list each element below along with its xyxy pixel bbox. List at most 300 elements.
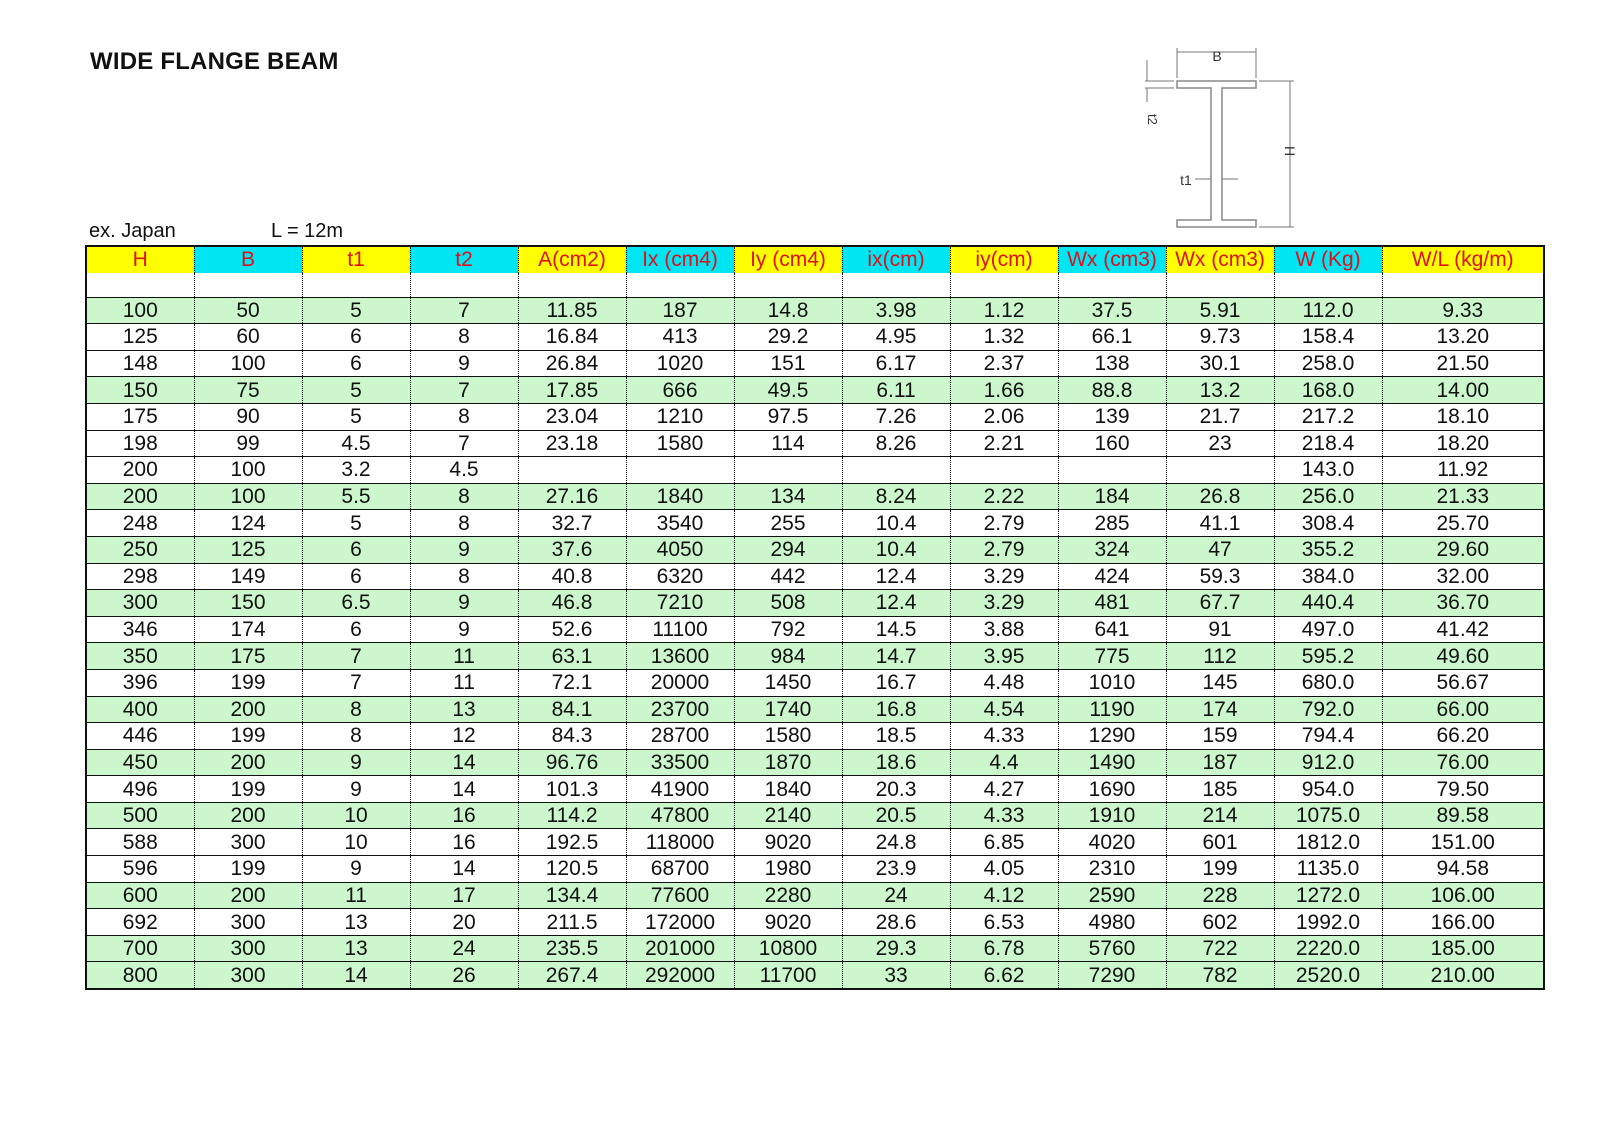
- table-cell: 187: [1166, 749, 1274, 776]
- table-cell: 41.1: [1166, 510, 1274, 537]
- table-cell: 6320: [626, 563, 734, 590]
- table-cell: 150: [194, 590, 302, 617]
- table-cell: 24: [842, 882, 950, 909]
- table-cell: 174: [194, 616, 302, 643]
- table-cell: 497.0: [1274, 616, 1382, 643]
- empty-cell: [1058, 273, 1166, 298]
- table-cell: 8: [410, 324, 518, 351]
- table-cell: 47: [1166, 536, 1274, 563]
- table-cell: 32.7: [518, 510, 626, 537]
- table-row: [86, 935, 1544, 962]
- table-row: [86, 643, 1544, 670]
- table-cell: 6.62: [950, 962, 1058, 989]
- table-cell: 5760: [1058, 935, 1166, 962]
- table-cell: 192.5: [518, 829, 626, 856]
- table-cell: 4.33: [950, 802, 1058, 829]
- table-cell: 228: [1166, 882, 1274, 909]
- table-cell: 641: [1058, 616, 1166, 643]
- table-cell: [1058, 457, 1166, 484]
- table-cell: 91: [1166, 616, 1274, 643]
- table-cell: 200: [194, 802, 302, 829]
- table-cell: 14.00: [1382, 377, 1544, 404]
- table-cell: 11100: [626, 616, 734, 643]
- table-cell: 187: [626, 297, 734, 324]
- table-cell: 6.11: [842, 377, 950, 404]
- empty-cell: [302, 273, 410, 298]
- table-cell: 13600: [626, 643, 734, 670]
- table-cell: 158.4: [1274, 324, 1382, 351]
- table-cell: 1980: [734, 856, 842, 883]
- table-cell: 1490: [1058, 749, 1166, 776]
- table-cell: 112.0: [1274, 297, 1382, 324]
- table-cell: 29.3: [842, 935, 950, 962]
- table-cell: 235.5: [518, 935, 626, 962]
- table-cell: [842, 457, 950, 484]
- column-header: Ix (cm4): [626, 246, 734, 273]
- table-cell: 168.0: [1274, 377, 1382, 404]
- table-cell: 11.92: [1437, 458, 1489, 482]
- table-cell: 16.7: [842, 669, 950, 696]
- table-cell: 1910: [1058, 802, 1166, 829]
- table-cell: 11.85: [518, 297, 626, 324]
- table-cell: 13: [302, 935, 410, 962]
- table-cell: 14.5: [842, 616, 950, 643]
- table-cell: 1580: [626, 430, 734, 457]
- table-cell: 211.5: [518, 909, 626, 936]
- table-cell: 346: [86, 616, 194, 643]
- table-cell: 5: [302, 510, 410, 537]
- table-cell: 23.9: [842, 856, 950, 883]
- table-cell: 210.00: [1382, 962, 1544, 989]
- table-cell: 118000: [626, 829, 734, 856]
- table-cell: 2280: [734, 882, 842, 909]
- table-cell: 139: [1058, 403, 1166, 430]
- table-cell: 285: [1058, 510, 1166, 537]
- table-cell: 16: [410, 802, 518, 829]
- table-cell: 1075.0: [1274, 802, 1382, 829]
- table-cell: 79.50: [1436, 777, 1490, 801]
- table-cell: 1580: [734, 723, 842, 750]
- table-cell: 16.84: [518, 324, 626, 351]
- table-cell: 2.37: [950, 350, 1058, 377]
- table-cell: 1.66: [950, 377, 1058, 404]
- table-row: [86, 403, 1544, 430]
- table-cell: 4.12: [950, 882, 1058, 909]
- table-cell: 100: [86, 297, 194, 324]
- table-cell: 6.53: [950, 909, 1058, 936]
- table-cell: 28700: [626, 723, 734, 750]
- table-cell: 143.0: [1274, 457, 1382, 484]
- table-cell: 500: [86, 802, 194, 829]
- table-cell: 722: [1166, 935, 1274, 962]
- table-cell: 2590: [1058, 882, 1166, 909]
- table-cell: 21.33: [1382, 483, 1544, 510]
- table-cell: 782: [1166, 962, 1274, 989]
- beam-data-table: [85, 245, 1545, 990]
- table-cell: 8: [410, 483, 518, 510]
- table-cell: 256.0: [1274, 483, 1382, 510]
- table-cell: 384.0: [1274, 563, 1382, 590]
- table-cell: 4.95: [842, 324, 950, 351]
- table-cell: 184: [1058, 483, 1166, 510]
- table-cell: 8: [302, 696, 410, 723]
- table-cell: 47800: [626, 802, 734, 829]
- table-row: [86, 749, 1544, 776]
- table-cell: 124: [194, 510, 302, 537]
- empty-cell: [86, 273, 194, 298]
- table-cell: 36.70: [1382, 590, 1544, 617]
- i-beam-outline: [1177, 81, 1256, 227]
- table-cell: 14: [302, 962, 410, 989]
- table-cell: 9: [302, 856, 410, 883]
- table-cell: 300: [194, 962, 302, 989]
- table-cell: 41.42: [1436, 618, 1490, 642]
- table-cell: 954.0: [1274, 776, 1382, 803]
- table-cell: 199: [194, 856, 302, 883]
- table-cell: 114.2: [518, 802, 626, 829]
- table-row: [86, 430, 1544, 457]
- table-cell: 9.33: [1382, 297, 1544, 324]
- table-cell: 21.7: [1166, 403, 1274, 430]
- table-cell: 6.5: [302, 590, 410, 617]
- table-cell: 7: [410, 430, 518, 457]
- table-cell: 175: [86, 403, 194, 430]
- table-cell: 294: [734, 536, 842, 563]
- table-cell: 150: [86, 377, 194, 404]
- table-cell: 174: [1166, 696, 1274, 723]
- table-row: [86, 962, 1544, 989]
- table-cell: 26.8: [1166, 483, 1274, 510]
- table-cell: [1166, 457, 1274, 484]
- table-row: [86, 350, 1544, 377]
- table-cell: 56.67: [1436, 671, 1490, 695]
- table-cell: 1840: [626, 483, 734, 510]
- table-cell: 666: [626, 377, 734, 404]
- table-cell: 6: [302, 350, 410, 377]
- table-cell: 6: [302, 616, 410, 643]
- table-cell: 20.3: [842, 776, 950, 803]
- table-cell: 6.85: [950, 829, 1058, 856]
- table-cell: 25.70: [1436, 511, 1490, 535]
- table-cell: 7: [410, 377, 518, 404]
- table-cell: 101.3: [518, 776, 626, 803]
- table-cell: 11: [410, 643, 518, 670]
- table-cell: 450: [86, 749, 194, 776]
- table-cell: 601: [1166, 829, 1274, 856]
- table-cell: 99: [194, 430, 302, 457]
- table-cell: [518, 457, 626, 484]
- diagram-label-t1: t1: [1180, 172, 1192, 188]
- table-cell: 2220.0: [1274, 935, 1382, 962]
- table-cell: 9: [302, 776, 410, 803]
- table-cell: 588: [86, 829, 194, 856]
- table-cell: 120.5: [518, 856, 626, 883]
- table-cell: 4.27: [950, 776, 1058, 803]
- empty-cell: [518, 273, 626, 298]
- table-cell: 17.85: [518, 377, 626, 404]
- table-cell: 1272.0: [1274, 882, 1382, 909]
- table-cell: 7.26: [842, 403, 950, 430]
- table-cell: 37.5: [1058, 297, 1166, 324]
- table-cell: [950, 457, 1058, 484]
- table-cell: 46.8: [518, 590, 626, 617]
- table-cell: 1010: [1058, 669, 1166, 696]
- table-cell: 7: [302, 669, 410, 696]
- table-cell: 3.88: [950, 616, 1058, 643]
- page-title: WIDE FLANGE BEAM: [90, 48, 339, 75]
- table-cell: 151: [734, 350, 842, 377]
- table-cell: 23: [1166, 430, 1274, 457]
- table-cell: 8: [410, 563, 518, 590]
- table-cell: 3.98: [842, 297, 950, 324]
- table-cell: 4.5: [410, 457, 518, 484]
- table-cell: 13: [302, 909, 410, 936]
- column-header: t2: [410, 246, 518, 273]
- table-cell: 14: [410, 749, 518, 776]
- table-cell: 185: [1166, 776, 1274, 803]
- table-cell: 250: [86, 536, 194, 563]
- table-cell: 324: [1058, 536, 1166, 563]
- table-cell: 300: [86, 590, 194, 617]
- table-cell: 7: [302, 643, 410, 670]
- table-cell: 52.6: [518, 616, 626, 643]
- table-cell: 1210: [626, 403, 734, 430]
- diagram-label-t2: t2: [1145, 114, 1160, 125]
- table-cell: 1450: [734, 669, 842, 696]
- column-header: Iy (cm4): [734, 246, 842, 273]
- table-cell: 10: [302, 829, 410, 856]
- table-cell: 24: [410, 935, 518, 962]
- table-cell: 148: [86, 350, 194, 377]
- table-row: [86, 590, 1544, 617]
- table-cell: 125: [86, 324, 194, 351]
- table-row: [86, 563, 1544, 590]
- table-cell: 442: [734, 563, 842, 590]
- empty-cell: [950, 273, 1058, 298]
- table-cell: 21.50: [1436, 352, 1490, 376]
- length-label: L = 12m: [271, 220, 344, 242]
- table-cell: 14: [410, 776, 518, 803]
- table-cell: 29.60: [1382, 536, 1544, 563]
- table-cell: 14.8: [734, 297, 842, 324]
- table-cell: 2310: [1058, 856, 1166, 883]
- table-cell: 18.5: [842, 723, 950, 750]
- table-cell: 23.18: [518, 430, 626, 457]
- table-cell: [734, 457, 842, 484]
- table-cell: 67.7: [1166, 590, 1274, 617]
- table-cell: 12: [410, 723, 518, 750]
- table-cell: 7290: [1058, 962, 1166, 989]
- table-cell: 24.8: [842, 829, 950, 856]
- table-cell: 40.8: [518, 563, 626, 590]
- table-cell: 23.04: [518, 403, 626, 430]
- column-header: Wx (cm3): [1166, 246, 1274, 273]
- table-cell: 134: [734, 483, 842, 510]
- table-cell: 97.5: [734, 403, 842, 430]
- table-cell: 396: [86, 669, 194, 696]
- table-cell: 10.4: [842, 510, 950, 537]
- table-cell: 4.48: [950, 669, 1058, 696]
- table-cell: 96.76: [518, 749, 626, 776]
- table-cell: 8: [410, 510, 518, 537]
- table-cell: 26.84: [518, 350, 626, 377]
- table-cell: 1840: [734, 776, 842, 803]
- table-cell: 66.1: [1058, 324, 1166, 351]
- table-cell: 8.26: [842, 430, 950, 457]
- table-cell: 14: [410, 856, 518, 883]
- table-cell: 912.0: [1274, 749, 1382, 776]
- table-cell: 1190: [1058, 696, 1166, 723]
- table-cell: 32.00: [1436, 564, 1490, 588]
- table-cell: 166.00: [1430, 910, 1495, 934]
- table-cell: 114: [734, 430, 842, 457]
- table-cell: 18.10: [1436, 405, 1490, 429]
- beam-section-diagram: [1145, 42, 1330, 237]
- table-cell: 17: [410, 882, 518, 909]
- table-cell: 6: [302, 324, 410, 351]
- table-row: [86, 829, 1544, 856]
- table-cell: 60: [194, 324, 302, 351]
- table-row: [86, 377, 1544, 404]
- table-row: [86, 483, 1544, 510]
- table-cell: 9: [410, 536, 518, 563]
- table-cell: 11: [410, 669, 518, 696]
- table-cell: 8: [410, 403, 518, 430]
- table-cell: 3.29: [950, 563, 1058, 590]
- table-cell: 185.00: [1382, 935, 1544, 962]
- table-cell: 4.4: [950, 749, 1058, 776]
- table-cell: 198: [86, 430, 194, 457]
- table-cell: 792.0: [1274, 696, 1382, 723]
- table-cell: 3.95: [950, 643, 1058, 670]
- table-cell: 794.4: [1274, 723, 1382, 750]
- table-cell: 1.32: [950, 324, 1058, 351]
- table-cell: 66.00: [1382, 696, 1544, 723]
- table-cell: 300: [194, 935, 302, 962]
- table-cell: 30.1: [1166, 350, 1274, 377]
- table-cell: 5.91: [1166, 297, 1274, 324]
- table-cell: 440.4: [1274, 590, 1382, 617]
- diagram-label-b: B: [1212, 48, 1222, 64]
- table-cell: 2.79: [950, 536, 1058, 563]
- table-cell: 20000: [626, 669, 734, 696]
- table-cell: 350: [86, 643, 194, 670]
- table-cell: 446: [86, 723, 194, 750]
- table-cell: 29.2: [734, 324, 842, 351]
- table-row: [86, 776, 1544, 803]
- table-cell: 33500: [626, 749, 734, 776]
- table-cell: 2520.0: [1274, 962, 1382, 989]
- table-row: [86, 696, 1544, 723]
- column-header: ix(cm): [842, 246, 950, 273]
- table-cell: 12.4: [842, 590, 950, 617]
- table-cell: 28.6: [842, 909, 950, 936]
- table-cell: 84.1: [518, 696, 626, 723]
- table-cell: 49.60: [1382, 643, 1544, 670]
- table-cell: 602: [1166, 909, 1274, 936]
- table-row: [86, 536, 1544, 563]
- empty-cell: [734, 273, 842, 298]
- table-cell: 496: [86, 776, 194, 803]
- empty-cell: [626, 273, 734, 298]
- table-cell: 1870: [734, 749, 842, 776]
- table-row: [86, 669, 1544, 696]
- table-row: [86, 802, 1544, 829]
- table-cell: 37.6: [518, 536, 626, 563]
- table-cell: 68700: [626, 856, 734, 883]
- table-cell: 66.20: [1436, 724, 1490, 748]
- table-cell: 14.7: [842, 643, 950, 670]
- table-cell: 1690: [1058, 776, 1166, 803]
- table-cell: 9.73: [1166, 324, 1274, 351]
- table-cell: 3.2: [302, 457, 410, 484]
- empty-cell: [1166, 273, 1274, 298]
- table-cell: 3540: [626, 510, 734, 537]
- table-cell: 134.4: [518, 882, 626, 909]
- empty-cell: [1274, 273, 1382, 298]
- table-cell: 200: [194, 696, 302, 723]
- table-cell: 199: [194, 669, 302, 696]
- table-cell: 18.6: [842, 749, 950, 776]
- table-cell: 700: [86, 935, 194, 962]
- table-cell: 20: [410, 909, 518, 936]
- table-cell: 160: [1058, 430, 1166, 457]
- table-cell: 4.33: [950, 723, 1058, 750]
- table-cell: 10800: [734, 935, 842, 962]
- table-cell: 112: [1166, 643, 1274, 670]
- empty-cell: [410, 273, 518, 298]
- table-cell: 199: [194, 776, 302, 803]
- table-row: [86, 723, 1544, 750]
- table-cell: 9: [302, 749, 410, 776]
- table-cell: 298: [86, 563, 194, 590]
- table-cell: 23700: [626, 696, 734, 723]
- table-cell: 300: [194, 909, 302, 936]
- table-cell: 481: [1058, 590, 1166, 617]
- table-cell: 11700: [734, 962, 842, 989]
- table-cell: 308.4: [1274, 510, 1382, 537]
- table-cell: 20.5: [842, 802, 950, 829]
- table-cell: 9020: [734, 909, 842, 936]
- table-cell: 2.79: [950, 510, 1058, 537]
- table-cell: 88.8: [1058, 377, 1166, 404]
- table-cell: 151.00: [1430, 830, 1495, 854]
- table-cell: 5: [302, 403, 410, 430]
- table-cell: 5: [302, 377, 410, 404]
- table-cell: 63.1: [518, 643, 626, 670]
- table-cell: 984: [734, 643, 842, 670]
- table-cell: 248: [86, 510, 194, 537]
- column-header: B: [194, 246, 302, 273]
- empty-cell: [194, 273, 302, 298]
- table-cell: 10.4: [842, 536, 950, 563]
- column-header: t1: [302, 246, 410, 273]
- table-cell: 199: [194, 723, 302, 750]
- table-cell: 9: [410, 590, 518, 617]
- table-cell: 200: [86, 483, 194, 510]
- table-cell: 255: [734, 510, 842, 537]
- diagram-label-h: H: [1282, 146, 1298, 157]
- table-cell: 16.8: [842, 696, 950, 723]
- table-cell: 9: [410, 350, 518, 377]
- table-cell: 175: [194, 643, 302, 670]
- column-header: W (Kg): [1274, 246, 1382, 273]
- table-cell: 4.54: [950, 696, 1058, 723]
- table-cell: 59.3: [1166, 563, 1274, 590]
- table-cell: 50: [194, 297, 302, 324]
- table-cell: 49.5: [734, 377, 842, 404]
- table-row: [86, 909, 1544, 936]
